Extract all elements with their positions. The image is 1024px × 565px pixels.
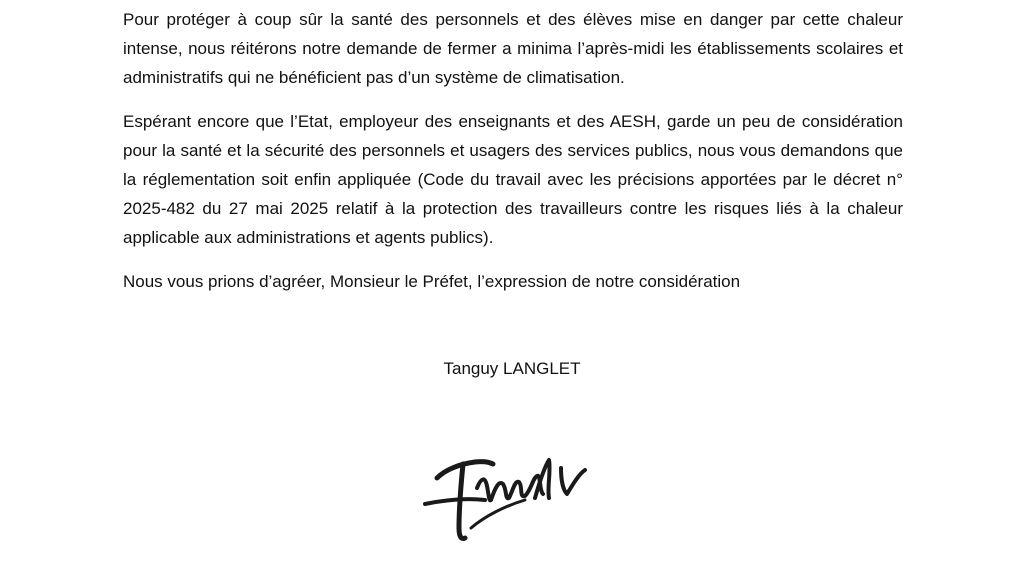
- paragraph-regulation-request: Espérant encore que l’Etat, employeur des enseignants et des AESH, garde un peu de considération pour la santé et la sécurité des personnels et usagers des services publics, nous vous demandons que la réglementation soit enfin appliquée (Code du travail avec les précisions apportées par le décret n° 2025-482 du 27 mai 2025 relatif à la protection des travailleurs contre les risques liés à la chaleur applicable aux administrations et agents publics).: [123, 112, 903, 247]
- paragraph-closure-request: Pour protéger à coup sûr la santé des personnels et des élèves mise en danger par cette chaleur intense, nous réitérons notre demande de fermer a minima l’après-midi les établissements scolaires et administratifs qui ne bénéficient pas d’un système de climatisation.: [123, 10, 903, 87]
- handwritten-signature: [415, 440, 595, 560]
- paragraph-closing-formula: Nous vous prions d’agréer, Monsieur le Préfet, l’expression de notre considération: [123, 272, 741, 291]
- signatory-name: Tanguy LANGLET: [443, 359, 581, 378]
